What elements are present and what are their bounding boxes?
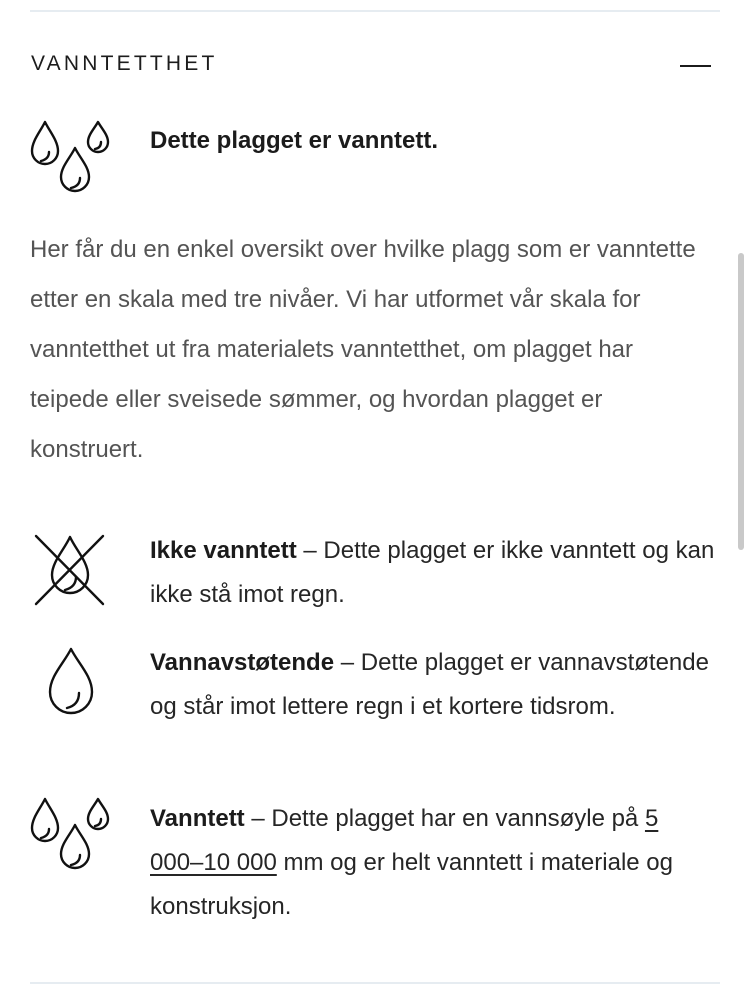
scrollbar-thumb[interactable] <box>738 253 744 550</box>
single-drop-icon <box>46 646 96 718</box>
top-divider <box>30 10 720 12</box>
level-name: Vannavstøtende <box>150 649 335 676</box>
minus-icon <box>680 65 711 67</box>
water-column-link[interactable]: 5 000–10 000 <box>150 805 659 876</box>
bottom-divider <box>30 982 720 984</box>
level-text: – Dette plagget er ikke vanntett og kan ikke stå imot regn. <box>150 537 715 608</box>
level-water-repellent <box>150 641 715 729</box>
level-text: mm og er helt vanntett i materiale og konstruksjon. <box>150 849 673 920</box>
crossed-drop-icon <box>34 533 106 607</box>
level-text: – Dette plagget har en vannsøyle på <box>244 805 645 832</box>
collapse-button[interactable] <box>676 52 716 80</box>
section-title: VANNTETTHET <box>31 52 218 75</box>
level-text: – Dette plagget er vannavstøtende og står imot lettere regn i et kortere tidsrom. <box>150 649 709 720</box>
three-drops-icon <box>27 795 113 879</box>
three-drops-icon <box>27 118 113 202</box>
level-not-waterproof <box>150 529 715 617</box>
level-waterproof <box>150 797 715 929</box>
waterproof-headline: Dette plagget er vanntett. <box>150 127 439 154</box>
scale-description: Her får du en enkel oversikt over hvilke plagg som er vanntette etter en skala med tre nivåer. Vi har utformet vår skala for vanntetthet ut fra materialets vanntetthet, om plagget har teipede eller sveisede sømmer, og hvordan plagget er konstruert. <box>30 236 696 463</box>
level-name: Vanntett <box>150 805 245 832</box>
level-name: Ikke vanntett <box>150 537 297 564</box>
